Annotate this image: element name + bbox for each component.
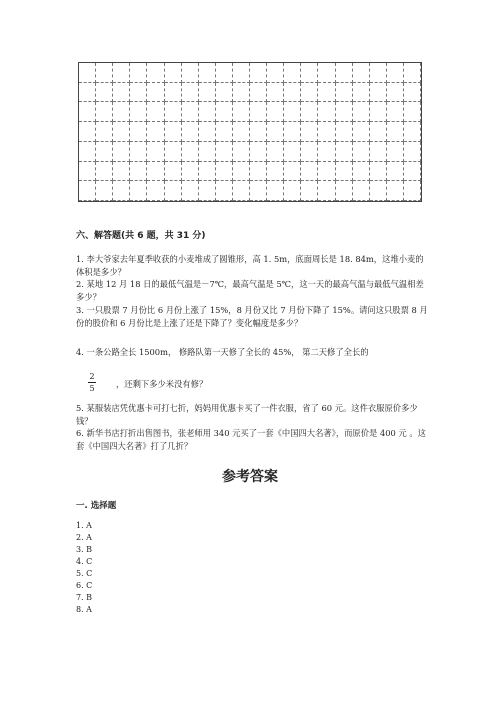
grid-cell <box>130 162 147 182</box>
grid-cell <box>182 122 199 142</box>
grid-cell <box>353 102 370 122</box>
grid-cell <box>165 162 182 182</box>
grid-cell <box>370 63 387 83</box>
grid-cell <box>199 142 216 162</box>
question-4-tail: ，还剩下多少米没有修？ <box>116 379 208 389</box>
grid-cell <box>301 142 318 162</box>
grid-cell <box>404 162 421 182</box>
grid-cell <box>216 122 233 142</box>
grid-cell <box>147 122 164 142</box>
grid-cell <box>284 142 301 162</box>
grid-cell <box>404 122 421 142</box>
grid-cell <box>387 181 404 201</box>
grid-cell <box>165 102 182 122</box>
grid-cell <box>353 122 370 142</box>
grid-cell <box>284 122 301 142</box>
grid-cell <box>318 181 335 201</box>
grid-cell <box>113 83 130 103</box>
grid-cell <box>182 83 199 103</box>
grid-cell <box>233 122 250 142</box>
grid-cell <box>130 142 147 162</box>
answer-title: 参考答案 <box>222 469 278 485</box>
grid-cell <box>284 162 301 182</box>
grid-cell <box>370 181 387 201</box>
grid-cell <box>301 162 318 182</box>
grid-cell <box>301 63 318 83</box>
grid-cell <box>370 102 387 122</box>
grid-cell <box>250 122 267 142</box>
grid-cell <box>113 63 130 83</box>
grid-cell <box>130 122 147 142</box>
grid-cell <box>404 142 421 162</box>
grid-cell <box>165 142 182 162</box>
answer-section-title: 一. 选择题 <box>76 501 117 511</box>
grid-cell <box>182 63 199 83</box>
grid-cell <box>216 181 233 201</box>
grid-cell <box>404 102 421 122</box>
grid-cell <box>267 142 284 162</box>
answer-item: 7. B <box>76 593 93 602</box>
grid-cell <box>147 102 164 122</box>
grid-cell <box>387 102 404 122</box>
writing-grid <box>78 62 422 202</box>
grid-cell <box>79 181 96 201</box>
grid-cell <box>96 122 113 142</box>
grid-cell <box>147 63 164 83</box>
question-2: 2. 某地 12 月 18 日的最低气温是－7℃，最高气温是 5℃，这一天的最高气温与最低气温相差多少？ <box>76 279 424 302</box>
grid-cell <box>79 162 96 182</box>
grid-cell <box>250 181 267 201</box>
grid-cell <box>370 122 387 142</box>
grid-cell <box>165 63 182 83</box>
grid-cell <box>284 63 301 83</box>
grid-cell <box>216 63 233 83</box>
grid-cell <box>147 142 164 162</box>
grid-cell <box>165 181 182 201</box>
grid-cell <box>318 142 335 162</box>
grid-cell <box>113 122 130 142</box>
grid-cell <box>113 142 130 162</box>
question-3: 3. 一只股票 7 月份比 6 月份上涨了 15%，8 月份又比 7 月份下降了 15%。请问这只股票 8 月份的股价和 6 月份比是上涨了还是下降了？变化幅度是多少？ <box>76 305 428 328</box>
grid-cell <box>267 63 284 83</box>
grid-cell <box>353 181 370 201</box>
question-1: 1. 李大爷家去年夏季收获的小麦堆成了圆锥形，高 1. 5m，底面周长是 18. 84m，这堆小麦的体积是多少？ <box>76 254 424 277</box>
grid-cell <box>113 102 130 122</box>
grid-cell <box>79 102 96 122</box>
grid-cell <box>182 102 199 122</box>
grid-cell <box>233 83 250 103</box>
grid-cell <box>336 162 353 182</box>
grid-cell <box>130 102 147 122</box>
grid-cell <box>301 122 318 142</box>
grid-cell <box>318 63 335 83</box>
grid-cell <box>336 122 353 142</box>
grid-cell <box>301 83 318 103</box>
answer-item: 3. B <box>76 545 93 554</box>
grid-cell <box>79 122 96 142</box>
question-4: 4. 一条公路全长 1500m， 修路队第一天修了全长的 45%， 第二天修了全长的 <box>76 347 369 357</box>
grid-cell <box>113 162 130 182</box>
grid-cell <box>284 181 301 201</box>
answer-list <box>76 520 92 616</box>
grid-cell <box>79 83 96 103</box>
grid-cell <box>318 102 335 122</box>
grid-cell <box>336 102 353 122</box>
grid-cell <box>267 181 284 201</box>
grid-cell <box>267 122 284 142</box>
grid-cell <box>301 181 318 201</box>
answer-item: 1. A <box>76 521 92 530</box>
grid-cell <box>353 142 370 162</box>
grid-cell <box>182 142 199 162</box>
answer-item: 6. C <box>76 581 93 590</box>
grid-cell <box>318 122 335 142</box>
grid-cell <box>96 181 113 201</box>
grid-cell <box>216 102 233 122</box>
grid-cell <box>165 122 182 142</box>
grid-cell <box>79 142 96 162</box>
grid-cell <box>267 83 284 103</box>
grid-cell <box>404 63 421 83</box>
grid-cell <box>250 102 267 122</box>
grid-cell <box>387 142 404 162</box>
grid-cell <box>199 122 216 142</box>
fraction-denominator: 5 <box>89 384 95 393</box>
grid-cell <box>318 83 335 103</box>
grid-cell <box>130 83 147 103</box>
grid-cell <box>182 181 199 201</box>
grid-cell <box>336 63 353 83</box>
fraction-numerator: 2 <box>89 372 95 381</box>
grid-cell <box>267 162 284 182</box>
grid-cell <box>199 63 216 83</box>
grid-cell <box>165 83 182 103</box>
grid-cell <box>147 162 164 182</box>
grid-cell <box>113 181 130 201</box>
grid-cell <box>233 102 250 122</box>
section-title: 六、解答题(共 6 题，共 31 分) <box>76 231 206 241</box>
grid-cell <box>199 102 216 122</box>
grid-cell <box>147 181 164 201</box>
grid-cell <box>387 122 404 142</box>
grid-cell <box>79 63 96 83</box>
grid-cell <box>336 142 353 162</box>
grid-cell <box>387 162 404 182</box>
grid-cell <box>370 142 387 162</box>
grid-cell <box>96 63 113 83</box>
answer-item: 5. C <box>76 569 93 578</box>
grid-cell <box>96 83 113 103</box>
grid-cell <box>250 63 267 83</box>
grid-cell <box>216 162 233 182</box>
grid-cell <box>199 83 216 103</box>
question-6: 6. 新华书店打折出售图书，张老师用 340 元买了一套《中国四大名著》，而原价是 400 元 。这套《中国四大名著》打了几折？ <box>76 428 426 451</box>
grid-cell <box>404 83 421 103</box>
grid-cell <box>284 83 301 103</box>
grid-cell <box>370 162 387 182</box>
answer-item: 2. A <box>76 533 92 542</box>
grid-cell <box>336 181 353 201</box>
grid-cell <box>96 102 113 122</box>
grid-cell <box>370 83 387 103</box>
fraction-bar <box>88 382 96 383</box>
grid-cell <box>233 181 250 201</box>
grid-cell <box>199 181 216 201</box>
grid-cell <box>130 181 147 201</box>
grid-cell <box>96 162 113 182</box>
grid-cell <box>147 83 164 103</box>
grid-cell <box>233 63 250 83</box>
grid-cell <box>199 162 216 182</box>
grid-cell <box>336 83 353 103</box>
grid-cell <box>404 181 421 201</box>
grid-cell <box>182 162 199 182</box>
grid-cell <box>387 63 404 83</box>
grid-cell <box>387 83 404 103</box>
grid-cell <box>318 162 335 182</box>
answer-item: 8. A <box>76 605 92 614</box>
grid-cell <box>353 83 370 103</box>
grid-cell <box>250 142 267 162</box>
grid-cell <box>301 102 318 122</box>
grid-cell <box>284 102 301 122</box>
grid-cell <box>250 162 267 182</box>
grid-cell <box>267 102 284 122</box>
question-5: 5. 某服装店凭优惠卡可打七折，妈妈用优惠卡买了一件衣服，省了 60 元。这件衣服原价多少钱？ <box>76 403 418 426</box>
grid-cell <box>130 63 147 83</box>
grid-cell <box>250 83 267 103</box>
grid-cell <box>353 162 370 182</box>
grid-cell <box>353 63 370 83</box>
grid-cell <box>216 142 233 162</box>
fraction-two-fifths <box>88 372 96 393</box>
grid-cell <box>233 162 250 182</box>
grid-cell <box>96 142 113 162</box>
grid-cell <box>216 83 233 103</box>
grid-cell <box>233 142 250 162</box>
answer-item: 4. C <box>76 557 93 566</box>
